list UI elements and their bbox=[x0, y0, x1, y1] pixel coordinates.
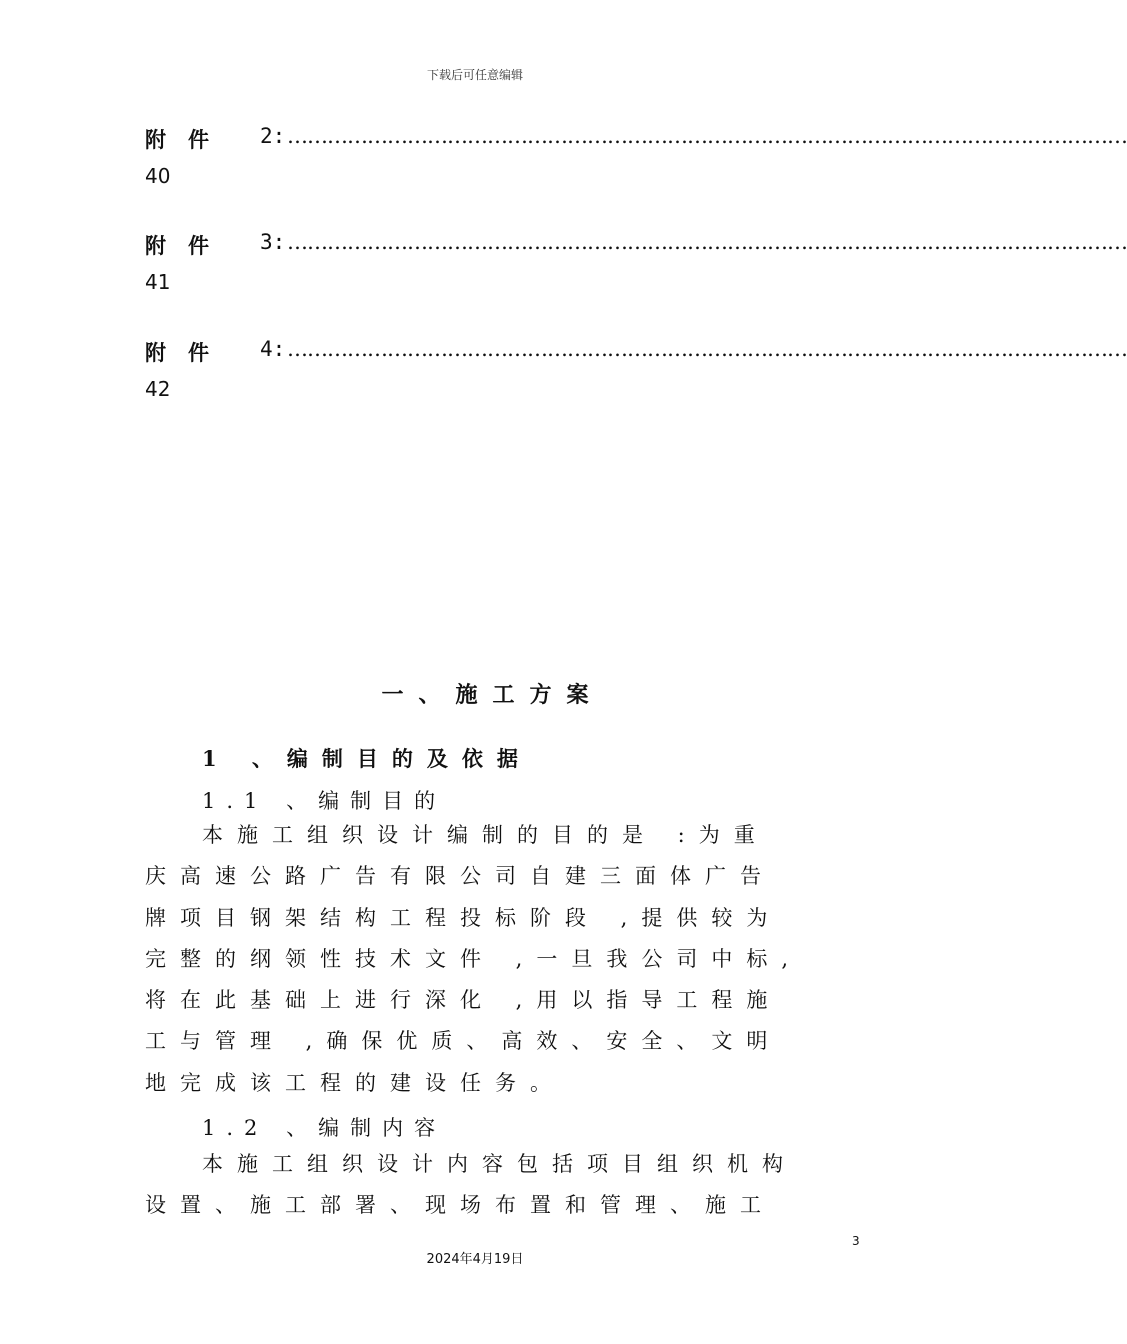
text-line: 工与管理 ,确保优质、高效、安全、文明 bbox=[145, 1029, 782, 1054]
toc-leader: ……………………………………………………………………………………………………………… bbox=[287, 337, 1127, 361]
page-footer-date: 2024年4月19日 bbox=[426, 1252, 524, 1267]
toc-page-number: 42 bbox=[145, 377, 171, 401]
toc-leader: ……………………………………………………………………………………………………………… bbox=[287, 230, 1127, 254]
toc-label: 附件 bbox=[145, 127, 231, 152]
toc-number: 2: bbox=[260, 124, 286, 148]
toc-number: 4: bbox=[260, 337, 286, 361]
text-line: 牌项目钢架结构工程投标阶段 ,提供较为 bbox=[145, 905, 782, 930]
toc-number: 3: bbox=[260, 230, 286, 254]
text-line: 设置、施工部署、现场布置和管理、施工 bbox=[145, 1193, 775, 1218]
toc-label: 附件 bbox=[145, 233, 231, 258]
section-title: 一、施工方案 bbox=[381, 682, 604, 708]
text-line: 地完成该工程的建设任务。 bbox=[145, 1070, 565, 1095]
toc-leader: ……………………………………………………………………………………………………………… bbox=[287, 124, 1127, 148]
subheading-purpose: 1.1 、编制目的 bbox=[202, 789, 447, 813]
text-line: 本施工组织设计编制的目的是 :为重 bbox=[202, 823, 769, 847]
toc-entry-4 bbox=[145, 337, 1127, 401]
toc-entry-3 bbox=[145, 230, 1127, 294]
paragraph-purpose bbox=[145, 815, 865, 1104]
subheading-content: 1.2 、编制内容 bbox=[202, 1116, 447, 1140]
heading-purpose-basis: 1 、编制目的及依据 bbox=[202, 746, 532, 771]
text-line: 完整的纲领性技术文件 ,一旦我公司中标, bbox=[145, 946, 803, 971]
toc-page-number: 41 bbox=[145, 270, 171, 294]
page-header: 下载后可任意编辑 bbox=[426, 68, 523, 82]
page-number: 3 bbox=[852, 1234, 860, 1248]
paragraph-content bbox=[145, 1144, 865, 1227]
text-line: 庆高速公路广告有限公司自建三面体广告 bbox=[145, 864, 775, 889]
text-line: 本施工组织设计内容包括项目组织机构 bbox=[202, 1152, 797, 1176]
toc-label: 附件 bbox=[145, 340, 231, 365]
toc-page-number: 40 bbox=[145, 164, 171, 188]
toc-entry-2 bbox=[145, 124, 1127, 188]
text-line: 将在此基础上进行深化 ,用以指导工程施 bbox=[145, 988, 782, 1013]
